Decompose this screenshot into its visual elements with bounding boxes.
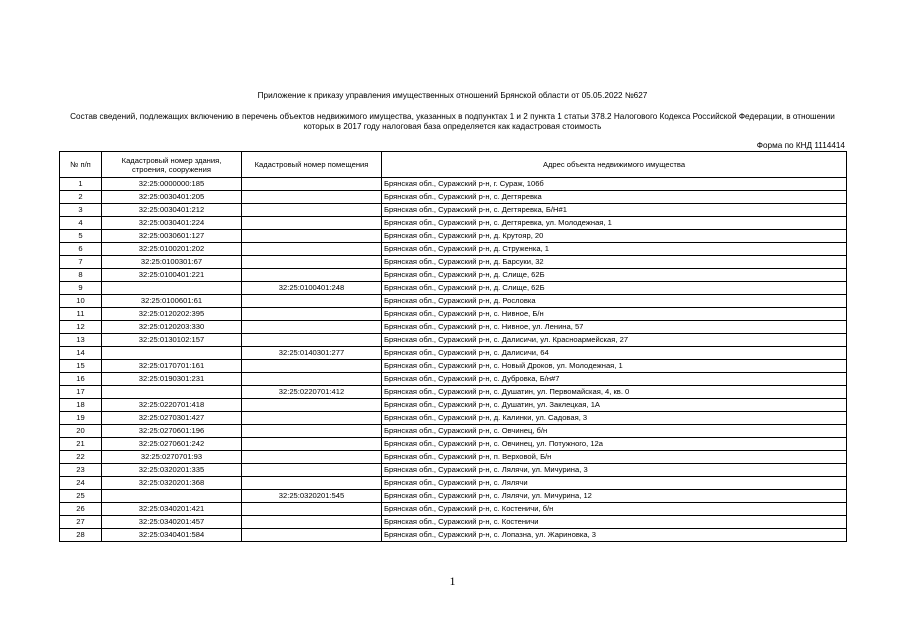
property-address: Брянская обл., Суражский р-н, д. Калинки, ул. Садовая, 3 <box>382 412 847 425</box>
building-cadastral-number: 32:25:0220701:418 <box>102 399 242 412</box>
premises-cadastral-number: 32:25:0140301:277 <box>242 347 382 360</box>
property-address: Брянская обл., Суражский р-н, с. Душатин, ул. Заклецкая, 1А <box>382 399 847 412</box>
property-address: Брянская обл., Суражский р-н, с. Душатин, ул. Первомайская, 4, кв. 0 <box>382 386 847 399</box>
premises-cadastral-number <box>242 178 382 191</box>
property-table <box>59 151 847 542</box>
table-row <box>60 321 847 334</box>
building-cadastral-number: 32:25:0030401:212 <box>102 204 242 217</box>
table-row <box>60 490 847 503</box>
row-number: 7 <box>60 256 102 269</box>
table-body <box>60 178 847 542</box>
premises-cadastral-number <box>242 477 382 490</box>
property-address: Брянская обл., Суражский р-н, с. Овчинец, ул. Потужного, 12а <box>382 438 847 451</box>
building-cadastral-number <box>102 347 242 360</box>
row-number: 16 <box>60 373 102 386</box>
premises-cadastral-number <box>242 321 382 334</box>
table-row <box>60 360 847 373</box>
property-address: Брянская обл., Суражский р-н, д. Рословка <box>382 295 847 308</box>
table-row <box>60 425 847 438</box>
table-header-row <box>60 152 847 178</box>
row-number: 4 <box>60 217 102 230</box>
row-number: 14 <box>60 347 102 360</box>
premises-cadastral-number <box>242 269 382 282</box>
table-row <box>60 386 847 399</box>
table-row <box>60 334 847 347</box>
table-row <box>60 178 847 191</box>
table-row <box>60 503 847 516</box>
property-address: Брянская обл., Суражский р-н, с. Овчинец, б/н <box>382 425 847 438</box>
premises-cadastral-number <box>242 373 382 386</box>
table-row <box>60 269 847 282</box>
premises-cadastral-number <box>242 334 382 347</box>
building-cadastral-number: 32:25:0130102:157 <box>102 334 242 347</box>
table-row <box>60 464 847 477</box>
premises-cadastral-number <box>242 438 382 451</box>
premises-cadastral-number <box>242 464 382 477</box>
building-cadastral-number: 32:25:0120202:395 <box>102 308 242 321</box>
building-cadastral-number: 32:25:0270601:242 <box>102 438 242 451</box>
row-number: 20 <box>60 425 102 438</box>
table-row <box>60 243 847 256</box>
property-address: Брянская обл., Суражский р-н, с. Лялячи, ул. Мичурина, 3 <box>382 464 847 477</box>
property-address: Брянская обл., Суражский р-н, д. Крутояр, 20 <box>382 230 847 243</box>
premises-cadastral-number <box>242 217 382 230</box>
building-cadastral-number: 32:25:0030401:205 <box>102 191 242 204</box>
table-row <box>60 529 847 542</box>
row-number: 15 <box>60 360 102 373</box>
building-cadastral-number <box>102 490 242 503</box>
premises-cadastral-number <box>242 451 382 464</box>
premises-cadastral-number <box>242 425 382 438</box>
building-cadastral-number: 32:25:0120203:330 <box>102 321 242 334</box>
table-row <box>60 256 847 269</box>
premises-cadastral-number <box>242 529 382 542</box>
table-row <box>60 204 847 217</box>
premises-cadastral-number <box>242 360 382 373</box>
property-address: Брянская обл., Суражский р-н, п. Верховой, Б/н <box>382 451 847 464</box>
property-address: Брянская обл., Суражский р-н, д. Барсуки, 32 <box>382 256 847 269</box>
row-number: 23 <box>60 464 102 477</box>
building-cadastral-number: 32:25:0030601:127 <box>102 230 242 243</box>
premises-cadastral-number <box>242 308 382 321</box>
row-number: 17 <box>60 386 102 399</box>
table-row <box>60 477 847 490</box>
row-number: 19 <box>60 412 102 425</box>
row-number: 2 <box>60 191 102 204</box>
premises-cadastral-number <box>242 230 382 243</box>
table-row <box>60 282 847 295</box>
building-cadastral-number: 32:25:0270701:93 <box>102 451 242 464</box>
row-number: 3 <box>60 204 102 217</box>
row-number: 1 <box>60 178 102 191</box>
premises-cadastral-number <box>242 412 382 425</box>
row-number: 8 <box>60 269 102 282</box>
table-row <box>60 191 847 204</box>
property-address: Брянская обл., Суражский р-н, с. Дубровка, Б/н#7 <box>382 373 847 386</box>
column-header-address: Адрес объекта недвижимого имущества <box>382 152 847 178</box>
row-number: 5 <box>60 230 102 243</box>
table-row <box>60 230 847 243</box>
appendix-title: Приложение к приказу управления имущественных отношений Брянской области от 05.05.2022 №627 <box>257 91 648 100</box>
row-number: 25 <box>60 490 102 503</box>
property-address: Брянская обл., Суражский р-н, с. Нивное, Б/н <box>382 308 847 321</box>
premises-cadastral-number: 32:25:0100401:248 <box>242 282 382 295</box>
building-cadastral-number <box>102 386 242 399</box>
building-cadastral-number: 32:25:0190301:231 <box>102 373 242 386</box>
building-cadastral-number: 32:25:0100301:67 <box>102 256 242 269</box>
building-cadastral-number: 32:25:0340401:584 <box>102 529 242 542</box>
row-number: 26 <box>60 503 102 516</box>
building-cadastral-number: 32:25:0320201:335 <box>102 464 242 477</box>
premises-cadastral-number: 32:25:0220701:412 <box>242 386 382 399</box>
row-number: 28 <box>60 529 102 542</box>
premises-cadastral-number <box>242 256 382 269</box>
property-address: Брянская обл., Суражский р-н, с. Костеничи <box>382 516 847 529</box>
column-header-number: № п/п <box>60 152 102 178</box>
row-number: 12 <box>60 321 102 334</box>
row-number: 11 <box>60 308 102 321</box>
property-address: Брянская обл., Суражский р-н, с. Лопазна, ул. Жариновка, 3 <box>382 529 847 542</box>
property-address: Брянская обл., Суражский р-н, с. Нивное, ул. Ленина, 57 <box>382 321 847 334</box>
building-cadastral-number: 32:25:0100201:202 <box>102 243 242 256</box>
building-cadastral-number: 32:25:0270301:427 <box>102 412 242 425</box>
table-row <box>60 516 847 529</box>
premises-cadastral-number <box>242 243 382 256</box>
column-header-building-cadastral: Кадастровый номер здания, строения, сооружения <box>102 152 242 178</box>
property-address: Брянская обл., Суражский р-н, с. Костеничи, б/н <box>382 503 847 516</box>
property-address: Брянская обл., Суражский р-н, с. Дегтяревка, Б/Н#1 <box>382 204 847 217</box>
building-cadastral-number: 32:25:0100601:61 <box>102 295 242 308</box>
property-address: Брянская обл., Суражский р-н, с. Дегтяревка <box>382 191 847 204</box>
property-address: Брянская обл., Суражский р-н, д. Струженка, 1 <box>382 243 847 256</box>
premises-cadastral-number <box>242 295 382 308</box>
table-row <box>60 399 847 412</box>
table-row <box>60 438 847 451</box>
building-cadastral-number <box>102 282 242 295</box>
premises-cadastral-number <box>242 204 382 217</box>
building-cadastral-number: 32:25:0270601:196 <box>102 425 242 438</box>
property-address: Брянская обл., Суражский р-н, с. Дегтяревка, ул. Молодежная, 1 <box>382 217 847 230</box>
building-cadastral-number: 32:25:0340201:421 <box>102 503 242 516</box>
table-row <box>60 217 847 230</box>
table-row <box>60 373 847 386</box>
premises-cadastral-number <box>242 191 382 204</box>
building-cadastral-number: 32:25:0000000:185 <box>102 178 242 191</box>
row-number: 18 <box>60 399 102 412</box>
row-number: 9 <box>60 282 102 295</box>
premises-cadastral-number <box>242 516 382 529</box>
building-cadastral-number: 32:25:0100401:221 <box>102 269 242 282</box>
table-row <box>60 412 847 425</box>
form-code: Форма по КНД 1114414 <box>756 141 845 150</box>
premises-cadastral-number <box>242 503 382 516</box>
table-row <box>60 295 847 308</box>
building-cadastral-number: 32:25:0340201:457 <box>102 516 242 529</box>
row-number: 10 <box>60 295 102 308</box>
property-address: Брянская обл., Суражский р-н, д. Слище, 62Б <box>382 282 847 295</box>
property-address: Брянская обл., Суражский р-н, г. Сураж, 106б <box>382 178 847 191</box>
row-number: 24 <box>60 477 102 490</box>
property-address: Брянская обл., Суражский р-н, с. Новый Дроков, ул. Молодежная, 1 <box>382 360 847 373</box>
row-number: 6 <box>60 243 102 256</box>
document-heading: Состав сведений, подлежащих включению в перечень объектов недвижимого имущества, указанных в подпунктах 1 и 2 пункта 1 статьи 378.2 Налогового Кодекса Российской Федерации, в отношении которых в 2017 году налоговая база определяется как кадастровая стоимость <box>70 112 835 131</box>
property-address: Брянская обл., Суражский р-н, с. Далисичи, 64 <box>382 347 847 360</box>
property-address: Брянская обл., Суражский р-н, с. Далисичи, ул. Красноармейская, 27 <box>382 334 847 347</box>
table-row <box>60 451 847 464</box>
premises-cadastral-number <box>242 399 382 412</box>
row-number: 13 <box>60 334 102 347</box>
table-row <box>60 308 847 321</box>
row-number: 22 <box>60 451 102 464</box>
table-row <box>60 347 847 360</box>
property-address: Брянская обл., Суражский р-н, д. Слище, 62Б <box>382 269 847 282</box>
row-number: 27 <box>60 516 102 529</box>
property-address: Брянская обл., Суражский р-н, с. Лялячи <box>382 477 847 490</box>
building-cadastral-number: 32:25:0320201:368 <box>102 477 242 490</box>
property-address: Брянская обл., Суражский р-н, с. Лялячи, ул. Мичурина, 12 <box>382 490 847 503</box>
building-cadastral-number: 32:25:0030401:224 <box>102 217 242 230</box>
building-cadastral-number: 32:25:0170701:161 <box>102 360 242 373</box>
column-header-premises-cadastral: Кадастровый номер помещения <box>242 152 382 178</box>
premises-cadastral-number: 32:25:0320201:545 <box>242 490 382 503</box>
page-number: 1 <box>449 574 456 588</box>
row-number: 21 <box>60 438 102 451</box>
